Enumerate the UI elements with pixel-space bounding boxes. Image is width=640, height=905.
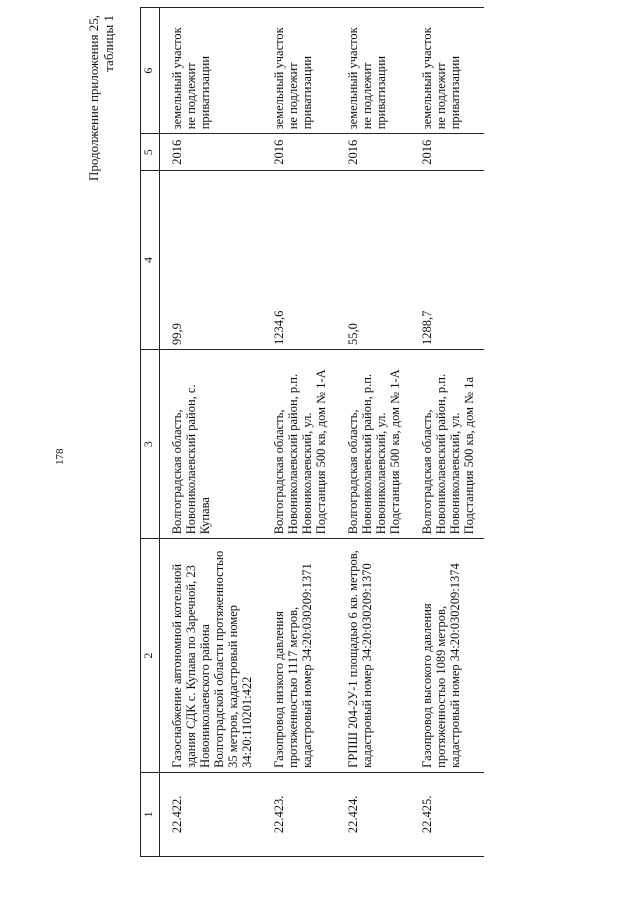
object-year: 2016 — [160, 134, 263, 171]
object-name: Газопровод низкого давления протяженностью 1117 метров, кадастровый номер 34:20:030209:1371 — [262, 539, 336, 773]
row-number: 22.425. — [410, 772, 484, 856]
object-address: Волгоградская область, Новониколаевский район, р.п. Новониколаевский, ул. Подстанция 500 кв, дом № 1-А — [262, 349, 336, 538]
object-area: 1288,7 — [410, 171, 484, 350]
page-number: 178 — [54, 448, 66, 465]
object-name: ГРПШ 204-2У-1 площадью 6 кв. метров, кадастровый номер 34:20:030209:1370 — [336, 539, 410, 773]
property-table — [140, 7, 484, 857]
object-note: земельный участок не подлежит приватизации — [336, 8, 410, 134]
header-col-3: 3 — [141, 349, 160, 538]
table-row — [336, 8, 410, 857]
header-col-6: 6 — [141, 8, 160, 134]
row-number: 22.422. — [160, 772, 263, 856]
header-col-4: 4 — [141, 171, 160, 350]
header-col-2: 2 — [141, 539, 160, 773]
row-number: 22.423. — [262, 772, 336, 856]
object-note: земельный участок не подлежит приватизации — [160, 8, 263, 134]
object-name: Газоснабжение автономной котельной здания СДК с. Купава по Заречной, 23 Новониколаевского района Волгоградской области протяженностью 35 метров, кадастровый номер 34:20:110201:422 — [160, 539, 263, 773]
object-area: 1234,6 — [262, 171, 336, 350]
object-address: Волгоградская область, Новониколаевский район, р.п. Новониколаевский, ул. Подстанция 500 кв, дом № 1а — [410, 349, 484, 538]
continuation-line-2: таблицы 1 — [101, 15, 116, 72]
object-year: 2016 — [262, 134, 336, 171]
continuation-line-1: Продолжение приложения 25, — [86, 15, 101, 182]
table-row — [410, 8, 484, 857]
object-year: 2016 — [336, 134, 410, 171]
header-col-1: 1 — [141, 772, 160, 856]
continuation-header — [86, 15, 116, 225]
object-name: Газопровод высокого давления протяженностью 1089 метров, кадастровый номер 34:20:030209:1374 — [410, 539, 484, 773]
table-header-row — [141, 8, 160, 857]
table-row — [160, 8, 263, 857]
object-note: земельный участок не подлежит приватизации — [410, 8, 484, 134]
object-note: земельный участок не подлежит приватизации — [262, 8, 336, 134]
object-address: Волгоградская область, Новониколаевский район, с. Купава — [160, 349, 263, 538]
object-area: 55,0 — [336, 171, 410, 350]
object-address: Волгоградская область, Новониколаевский район, р.п. Новониколаевский, ул. Подстанция 500 кв, дом № 1-А — [336, 349, 410, 538]
row-number: 22.424. — [336, 772, 410, 856]
object-year: 2016 — [410, 134, 484, 171]
header-col-5: 5 — [141, 134, 160, 171]
table-row — [262, 8, 336, 857]
object-area: 99,9 — [160, 171, 263, 350]
